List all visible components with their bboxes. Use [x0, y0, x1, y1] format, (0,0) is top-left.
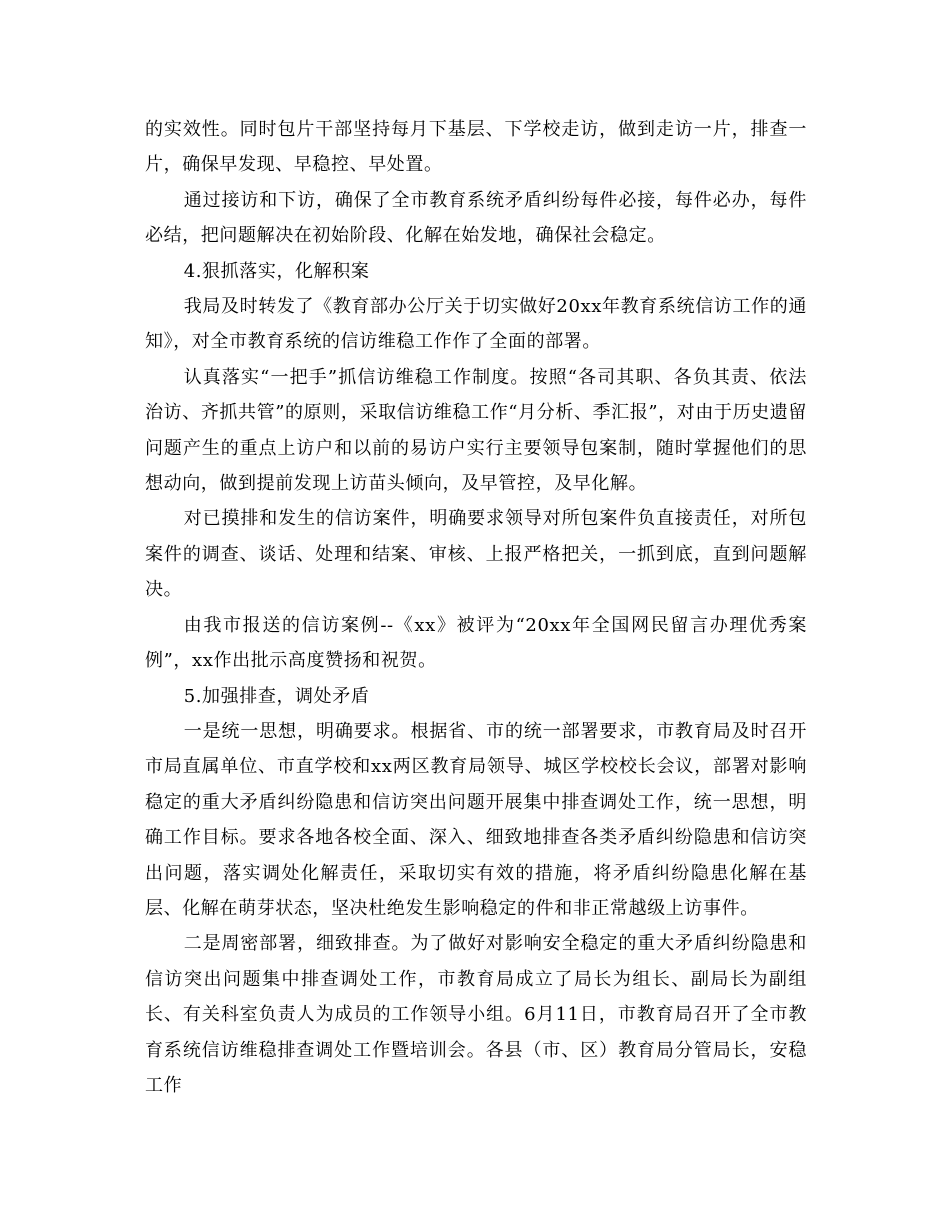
paragraph-6: 由我市报送的信访案例--《xx》被评为“20xx年全国网民留言办理优秀案例”，xx作出批示高度赞扬和祝贺。	[145, 614, 807, 672]
paragraph-1: 的实效性。同时包片干部坚持每月下基层、下学校走访，做到走访一片，排查一片，确保早发现、早稳控、早处置。	[145, 119, 807, 176]
section-heading-5: 5.加强排查，调处矛盾	[183, 685, 370, 707]
paragraph-2: 通过接访和下访，确保了全市教育系统矛盾纠纷每件必接，每件必办，每件必结，把问题解决在初始阶段、化解在始发地，确保社会稳定。	[145, 189, 807, 247]
document-body	[145, 112, 807, 1103]
paragraph-4: 认真落实“一把手”抓信访维稳工作制度。按照“各司其职、各负其责、依法治访、齐抓共管”的原则，采取信访维稳工作“月分析、季汇报”，对由于历史遗留问题产生的重点上访户和以前的易访户实行主要领导包案制，随时掌握他们的思想动向，做到提前发现上访苗头倾向，及早管控，及早化解。	[145, 366, 807, 495]
paragraph-8: 二是周密部署，细致排查。为了做好对影响安全稳定的重大矛盾纠纷隐患和信访突出问题集中排查调处工作，市教育局成立了局长为组长、副局长为副组长、有关科室负责人为成员的工作领导小组。6月11日，市教育局召开了全市教育系统信访维稳排查调处工作暨培训会。各县（市、区）教育局分管局长，安稳工作	[145, 933, 807, 1096]
section-heading-4: 4.狠抓落实，化解积案	[183, 260, 370, 282]
paragraph-3: 我局及时转发了《教育部办公厅关于切实做好20xx年教育系统信访工作的通知》，对全市教育系统的信访维稳工作作了全面的部署。	[145, 296, 807, 353]
paragraph-5: 对已摸排和发生的信访案件，明确要求领导对所包案件负直接责任，对所包案件的调查、谈话、处理和结案、审核、上报严格把关，一抓到底，直到问题解决。	[145, 508, 807, 601]
paragraph-7: 一是统一思想，明确要求。根据省、市的统一部署要求，市教育局及时召开市局直属单位、市直学校和xx两区教育局领导、城区学校校长会议，部署对影响稳定的重大矛盾纠纷隐患和信访突出问题开展集中排查调处工作，统一思想，明确工作目标。要求各地各校全面、深入、细致地排查各类矛盾纠纷隐患和信访突出问题，落实调处化解责任，采取切实有效的措施，将矛盾纠纷隐患化解在基层、化解在萌芽状态，坚决杜绝发生影响稳定的件和非正常越级上访事件。	[145, 720, 807, 919]
